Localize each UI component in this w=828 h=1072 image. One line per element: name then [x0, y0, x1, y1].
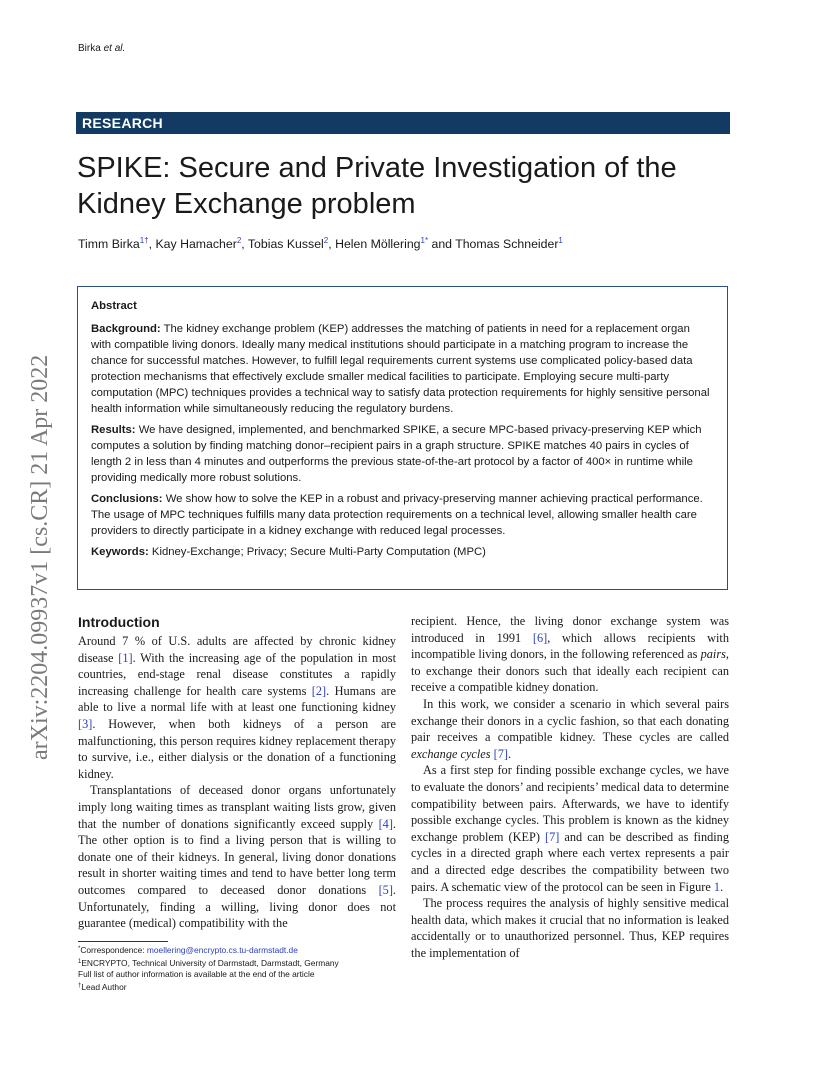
author-name: Thomas Schneider	[455, 237, 559, 251]
affiliation-footnote: $^1$ENCRYPTO, Technical University of Darmstadt, Darmstadt, Germany	[78, 957, 339, 968]
abstract-results	[91, 422, 713, 486]
results-label: Results:	[91, 424, 136, 436]
running-head	[78, 43, 125, 54]
emphasized-term: pairs	[700, 647, 726, 662]
author-affiliation-mark[interactable]: 1*	[420, 236, 429, 245]
author-affiliation-mark[interactable]: 2	[323, 236, 329, 245]
author-affiliation-mark[interactable]: 1	[558, 236, 563, 245]
background-text: The kidney exchange problem (KEP) addresses the matching of patients in need for a replacement organ with compatible living donors. Ideally many medical institutions should participate in a matching program to increase the chance for successful matches. However, to fulfill legal requirements current systems use complicated policy-based data protection mechanisms that effectively exclude smaller medical facilities to participate. Employing secure multi-party computation (MPC) techniques provides a technical way to satisfy data protection requirements for highly sensitive personal health information while simultaneously reducing the regulatory burdens.	[91, 323, 710, 415]
author-name: Kay Hamacher	[155, 237, 237, 251]
section-label: RESEARCH	[82, 115, 163, 131]
intro-paragraph-5: As a first step for finding possible exchange cycles, we have to evaluate the donors’ and recipients’ medical data to determine compatibility between pairs. Afterwards, we have to identify possible exchange cycles. This problem is known as the kidney exchange problem (KEP) [7] and can be described as finding cycles in a directed graph where each vertex represents a pair and a directed edge describes the compatibility between two pairs. A schematic view of the protocol can be seen in Figure 1.	[411, 763, 729, 894]
body-column-right	[411, 613, 729, 961]
author-info-note: Full list of author information is available at the end of the article	[78, 969, 315, 980]
author-affiliation-mark[interactable]: 2	[236, 236, 242, 245]
author-affiliation-mark[interactable]: 1†	[139, 236, 149, 245]
background-label: Background:	[91, 323, 161, 335]
keywords-text: Kidney-Exchange; Privacy; Secure Multi-Party Computation (MPC)	[151, 546, 486, 558]
running-head-authors: Birka	[78, 43, 101, 54]
footnotes	[78, 944, 398, 993]
intro-paragraph-3: recipient. Hence, the living donor exchange system was introduced in 1991 [6], which allows recipients with incompatible living donors, in the following referenced as pairs, to exchange their donors such that ideally each recipient can receive a compatible kidney donation.	[411, 614, 729, 695]
emphasized-term: exchange cycles	[411, 746, 491, 761]
citation-link[interactable]: [6]	[532, 630, 548, 645]
author-name: Tobias Kussel	[247, 237, 324, 251]
running-head-etal: et al.	[103, 43, 126, 54]
author-list: Timm Birka$^{1\dagger}$, Kay Hamacher$^2$, Tobias Kussel$^2$, Helen Möllering$^{1*}$ and Thomas Schneider$^1$	[78, 236, 563, 251]
citation-link[interactable]: [7]	[493, 746, 508, 761]
citation-link[interactable]: [2]	[311, 683, 327, 698]
introduction-heading: Introduction	[78, 614, 160, 630]
author-name: Timm Birka	[78, 237, 140, 251]
abstract-background	[91, 321, 713, 417]
citation-link[interactable]: [1]	[118, 650, 133, 665]
correspondence-email-link[interactable]: moellering@encrypto.cs.tu-darmstadt.de	[146, 945, 298, 955]
citation-link[interactable]: [4]	[378, 816, 393, 831]
lead-author-footnote: †Lead Author	[78, 981, 127, 992]
intro-paragraph-6: The process requires the analysis of highly sensitive medical health data, which makes it crucial that no information is leaked accidentally or to unauthorized personnel. Thus, KEP requires the implementation of	[411, 896, 729, 960]
citation-link[interactable]: [5]	[378, 882, 393, 897]
keywords-label: Keywords:	[91, 546, 149, 558]
intro-paragraph-2: Transplantations of deceased donor organs unfortunately imply long waiting times as transplant waiting lists grow, given that the number of donations significantly exceed supply [4]. The other option is to find a living person that is willing to donate one of their kidneys. In general, living donor donations result in shorter waiting times and tend to have better long term outcomes compared to deceased donor donations [5]. Unfortunately, finding a willing, living donor does not guarantee (medical) compatibility with the	[78, 783, 396, 931]
section-label-bar	[76, 112, 730, 134]
paper-title: SPIKE: Secure and Private Investigation of the Kidney Exchange problem	[77, 152, 677, 220]
author-name: Helen Möllering	[335, 237, 421, 251]
conclusions-text: We show how to solve the KEP in a robust and privacy-preserving manner achieving practical performance. The usage of MPC techniques fulfills many data protection requirements on a technical level, allowing smaller health care providers to directly participate in a kidney exchange with reduced legal processes.	[91, 493, 703, 537]
results-text: We have designed, implemented, and benchmarked SPIKE, a secure MPC-based privacy-preserving KEP which computes a solution by finding matching donor–recipient pairs in a graph structure. SPIKE matches 40 pairs in cycles of length 2 in less than 4 minutes and outperforms the previous state-of-the-art protocol by a factor of 400× in runtime while providing medically more robust solutions.	[91, 424, 702, 484]
intro-paragraph-1: Around 7 % of U.S. adults are affected by chronic kidney disease [1]. With the increasing age of the population in most countries, end-stage renal disease constitutes a rapidly increasing challenge for health care systems [2]. Humans are able to live a normal life with at least one functioning kidney [3]. However, when both kidneys of a person are malfunctioning, this person requires kidney replacement therapy to survive, i.e., either dialysis or the donation of a functioning kidney.	[78, 634, 396, 781]
abstract-conclusions	[91, 491, 713, 539]
citation-link[interactable]: [3]	[78, 716, 93, 731]
citation-link[interactable]: 1	[713, 879, 721, 894]
correspondence-footnote: *Correspondence: moellering@encrypto.cs.tu-darmstadt.de	[78, 945, 298, 955]
citation-link[interactable]: [7]	[545, 829, 560, 844]
arxiv-identifier: arXiv:2204.09937v1 [cs.CR] 21 Apr 2022	[27, 354, 53, 760]
abstract-box	[77, 286, 728, 590]
abstract-keywords	[91, 544, 713, 560]
abstract-heading: Abstract	[91, 300, 137, 312]
conclusions-label: Conclusions:	[91, 493, 163, 505]
intro-paragraph-4: In this work, we consider a scenario in which several pairs exchange their donors in a cyclic fashion, so that each donating pair receives a compatible kidney. These cycles are called exchange cycles [7].	[411, 696, 729, 761]
footnote-rule	[78, 941, 168, 942]
body-column-left	[78, 613, 396, 932]
